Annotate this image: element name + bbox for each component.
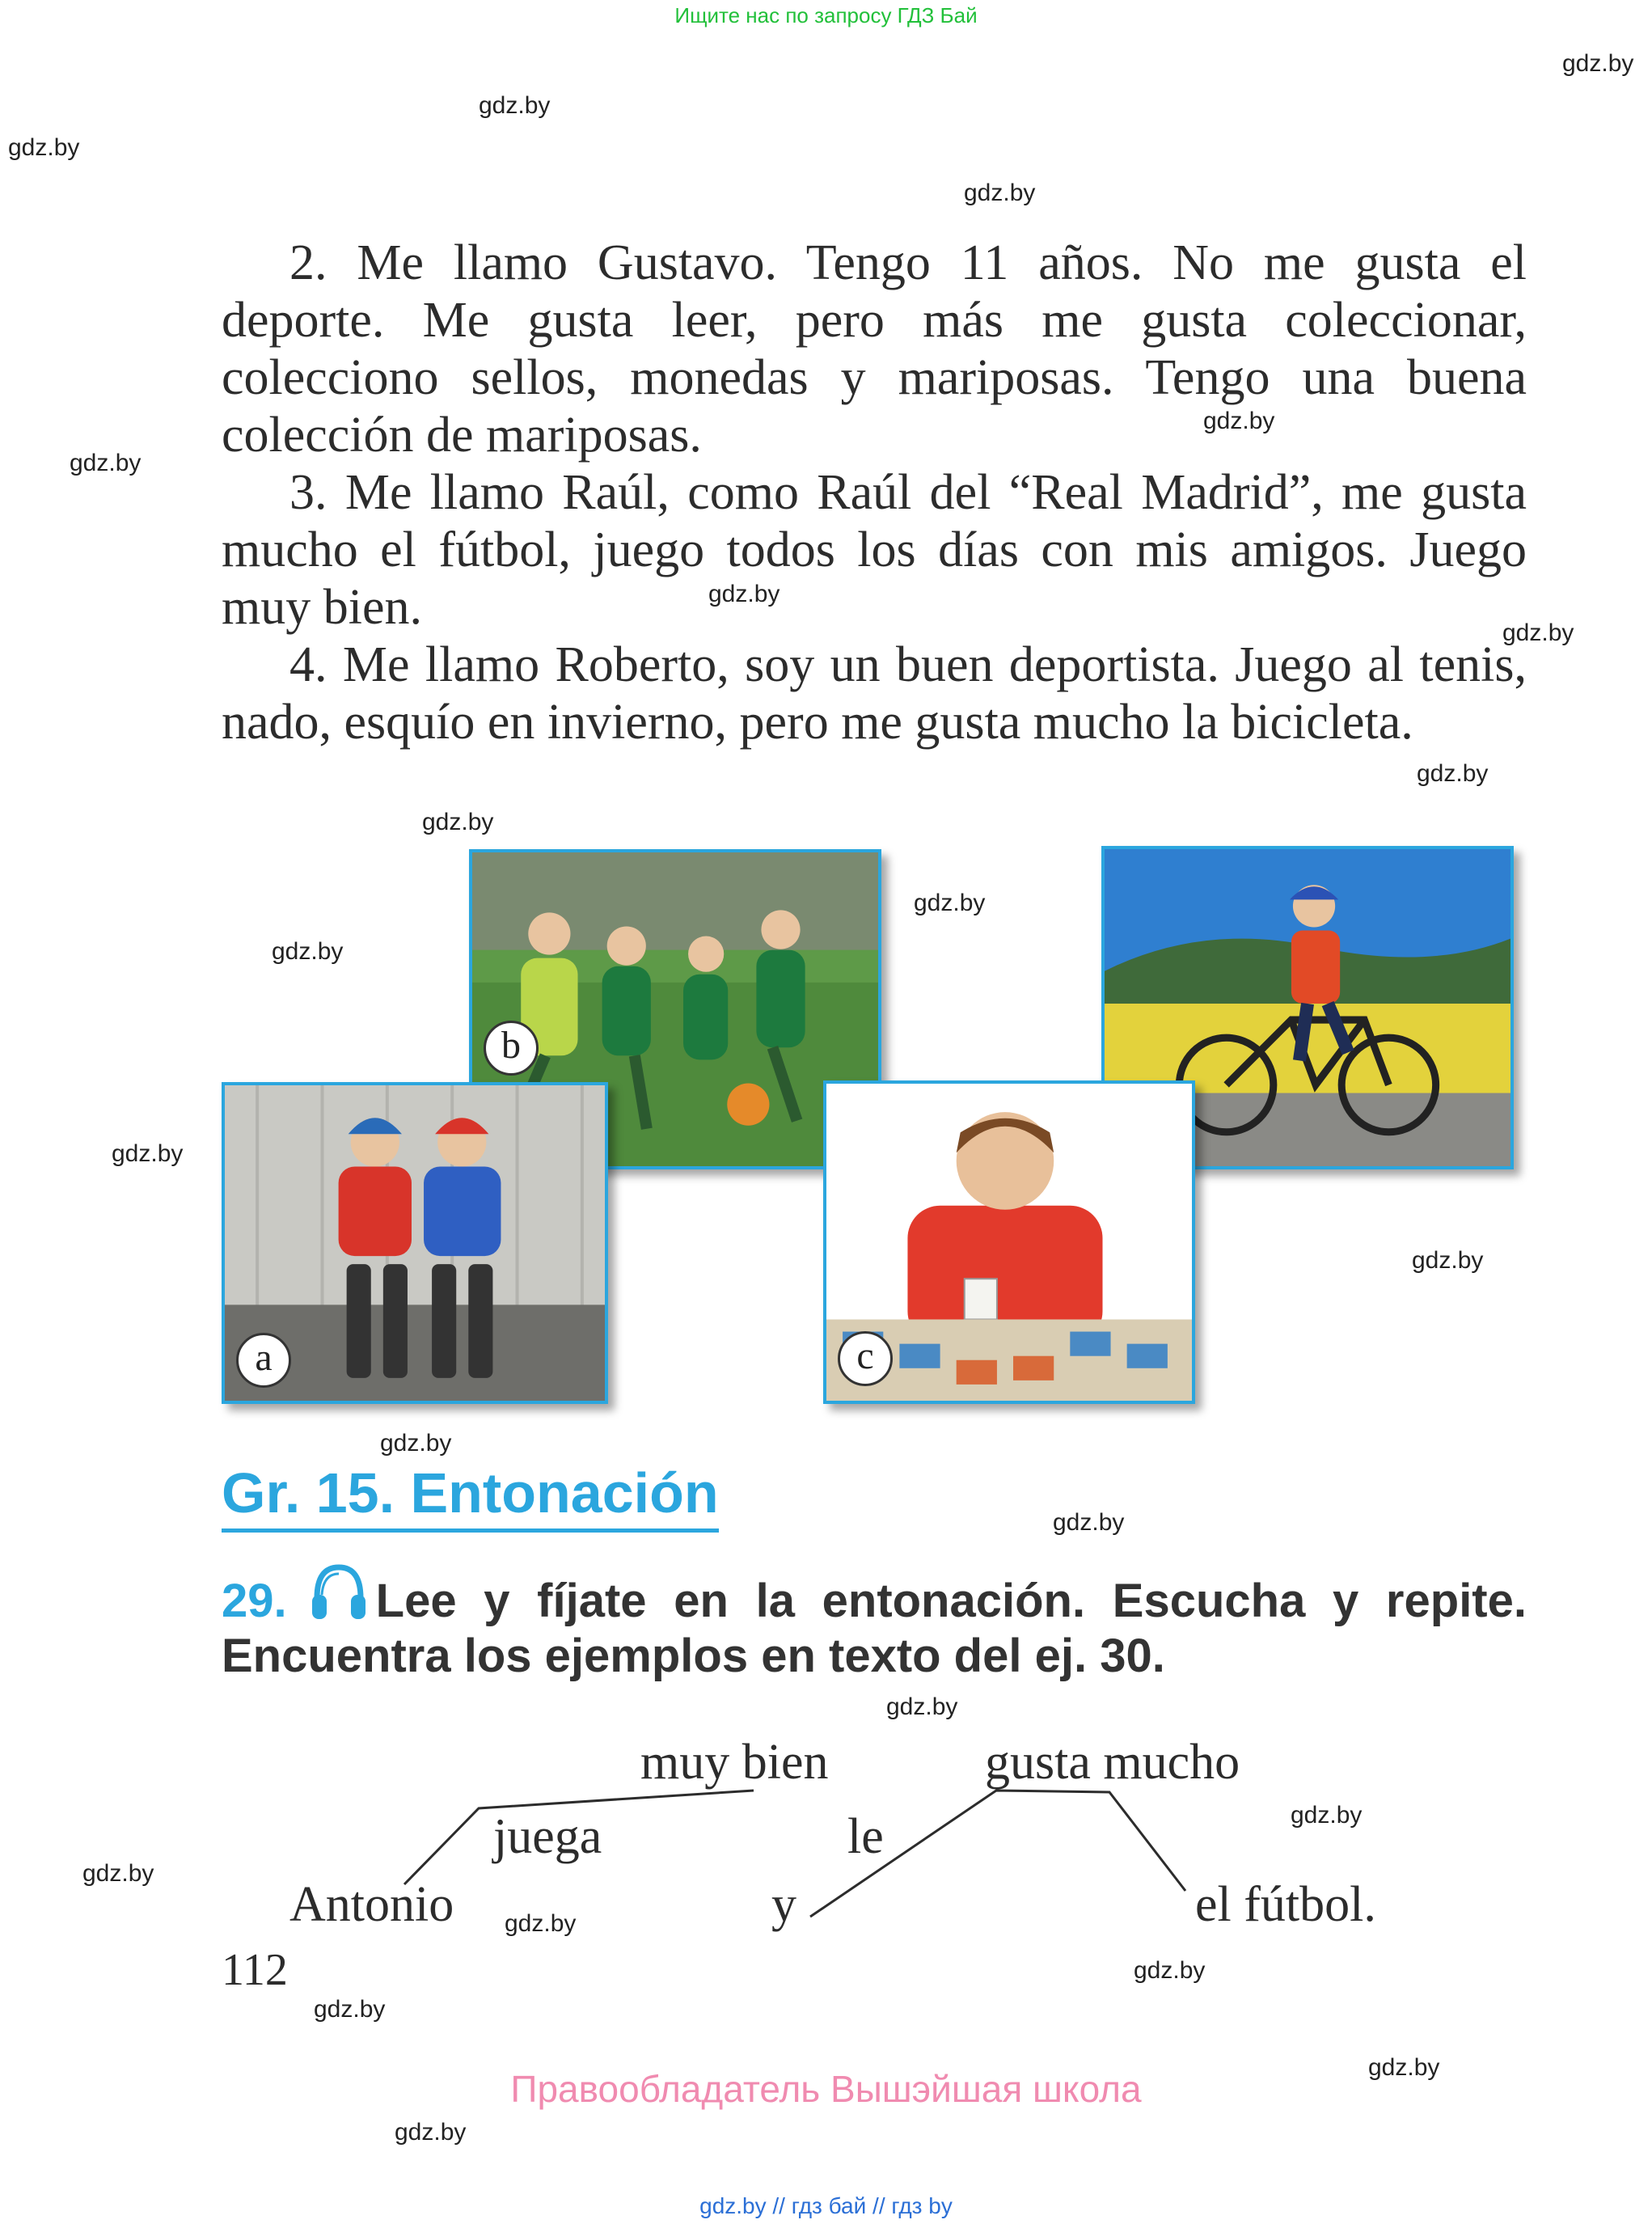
watermark: gdz.by <box>395 2119 467 2146</box>
section-title: Gr. 15. Entonación <box>222 1461 719 1533</box>
watermark: gdz.by <box>505 1910 577 1937</box>
watermark: gdz.by <box>964 180 1036 206</box>
watermark: gdz.by <box>1502 619 1574 646</box>
paragraph-2: 2. Me llamo Gustavo. Tengo 11 años. No me gusta el deporte. Me gusta leer, pero más me gusta coleccionar, colecciono sellos, monedas y mariposas. Tengo una buena colección de mariposas. <box>222 235 1527 463</box>
copyright-notice: Правообладатель Вышэйшая школа <box>510 2068 1142 2110</box>
watermark: gdz.by <box>112 1140 184 1167</box>
footer-links[interactable]: gdz.by // гдз бай // гдз by <box>699 2193 953 2218</box>
watermark: gdz.by <box>708 581 780 607</box>
intonation-word: el fútbol. <box>1195 1877 1376 1932</box>
intonation-word: Antonio <box>289 1877 454 1932</box>
watermark: gdz.by <box>886 1693 958 1720</box>
paragraph-4: 4. Me llamo Roberto, soy un buen deportista. Juego al tenis, nado, esquío en invierno, pero me gusta mucho la bicicleta. <box>222 637 1527 750</box>
intonation-word: muy bien <box>640 1735 829 1790</box>
watermark: gdz.by <box>314 1996 386 2023</box>
watermark: gdz.by <box>422 809 494 835</box>
watermark: gdz.by <box>1562 50 1634 77</box>
watermark: gdz.by <box>8 134 80 161</box>
watermark: gdz.by <box>479 92 551 119</box>
watermark: gdz.by <box>1291 1802 1363 1829</box>
photo-label-c: c <box>838 1331 893 1386</box>
intonation-word: le <box>847 1809 884 1864</box>
intonation-word: y <box>771 1877 796 1932</box>
photo-label-a: a <box>236 1333 291 1388</box>
paragraph-3: 3. Me llamo Raúl, como Raúl del “Real Madrid”, me gusta mucho el fútbol, juego todos los días con mis amigos. Juego muy bien. <box>222 465 1527 635</box>
exercise-number: 29. <box>222 1575 287 1627</box>
watermark: gdz.by <box>82 1860 154 1887</box>
watermark: gdz.by <box>1412 1247 1484 1274</box>
watermark: gdz.by <box>1417 760 1489 787</box>
watermark: gdz.by <box>272 938 344 965</box>
watermark: gdz.by <box>1368 2054 1440 2081</box>
watermark: gdz.by <box>70 450 142 476</box>
page-number: 112 <box>222 1945 288 1995</box>
intonation-word: juega <box>493 1809 602 1864</box>
header-search-link[interactable]: Ищите нас по запросу ГДЗ Бай <box>674 3 978 27</box>
exercise-instruction: Lee y fíjate en la entonación. Escucha y repite. Encuentra los ejemplos en texto del ej. 30. <box>222 1575 1527 1682</box>
watermark: gdz.by <box>1053 1509 1125 1536</box>
photo-label-b: b <box>484 1021 539 1076</box>
watermark: gdz.by <box>1203 408 1275 434</box>
intonation-word: gusta mucho <box>985 1735 1240 1790</box>
watermark: gdz.by <box>380 1430 452 1457</box>
watermark: gdz.by <box>914 890 986 916</box>
watermark: gdz.by <box>1134 1957 1206 1984</box>
